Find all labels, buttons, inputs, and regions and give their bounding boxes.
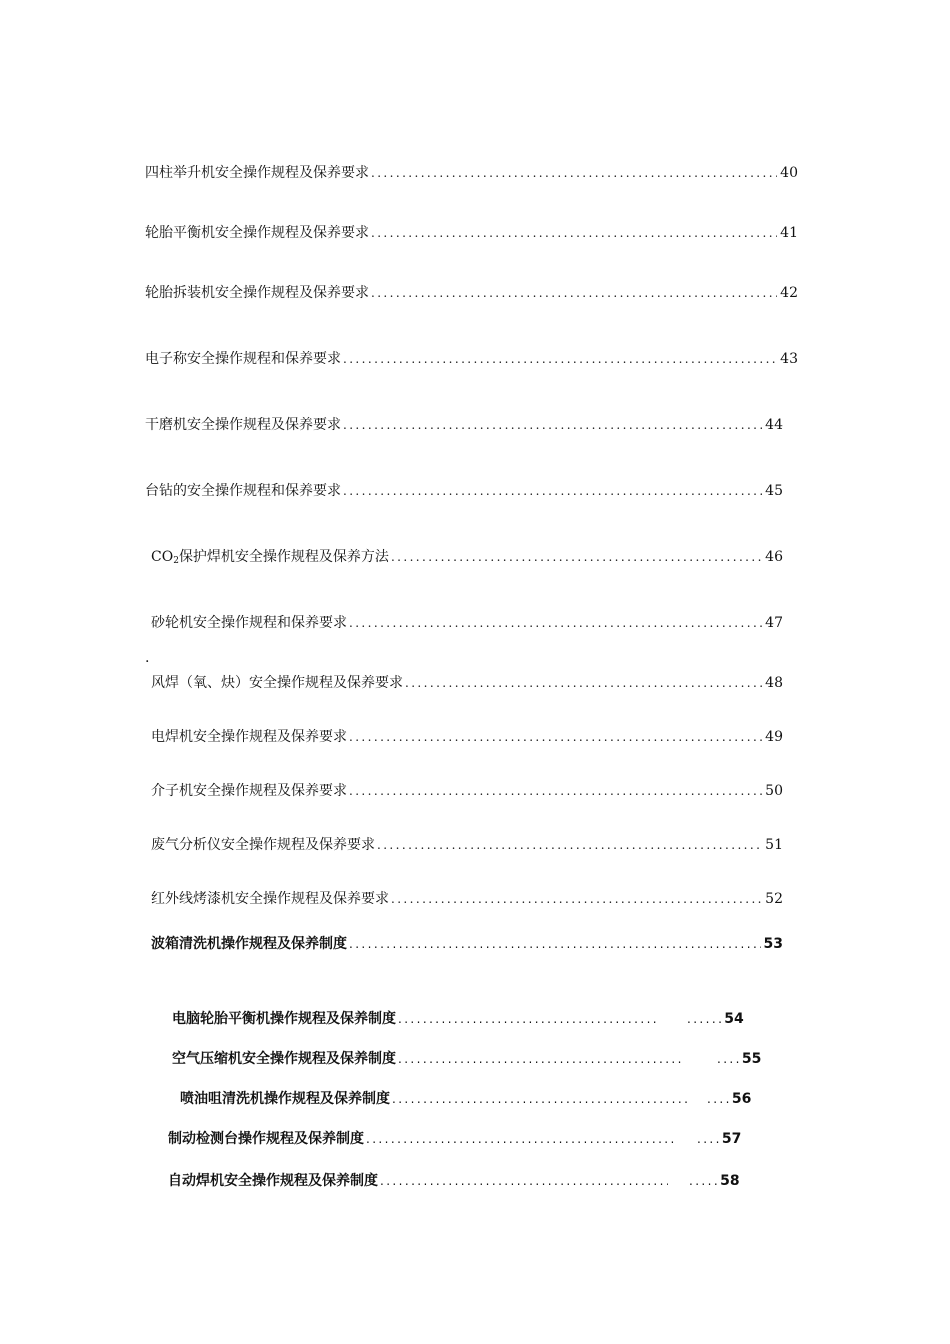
toc-entry[interactable]: [168, 1130, 775, 1148]
toc-entry-page: 55: [741, 1051, 762, 1067]
toc-entry-title: 空气压缩机安全操作规程及保养制度: [172, 1051, 396, 1067]
dot-leader: [349, 782, 762, 800]
toc-entry-page: 53: [763, 936, 783, 952]
dot-leader: ....: [717, 1052, 742, 1066]
toc-entry-page: 50: [765, 783, 783, 799]
toc-entry[interactable]: [151, 890, 783, 908]
dot-leader: ....: [697, 1132, 722, 1146]
toc-entry-title: 台钻的安全操作规程和保养要求: [145, 483, 341, 499]
toc-entry-page: 45: [765, 483, 783, 499]
toc-entry-title: 废气分析仪安全操作规程及保养要求: [151, 837, 375, 853]
dot-leader: [349, 728, 762, 746]
dot-leader: [398, 1050, 682, 1068]
toc-entry-title: 干磨机安全操作规程及保养要求: [145, 417, 341, 433]
toc-entry[interactable]: [151, 728, 783, 746]
toc-entry-title-rest: 保护焊机安全操作规程及保养方法: [178, 549, 389, 565]
toc-entry[interactable]: [145, 164, 798, 182]
toc-entry-page: 47: [765, 615, 783, 631]
toc-entry-page: 40: [780, 165, 798, 181]
toc-entry-page: 41: [780, 225, 798, 241]
dot-leader: [343, 350, 777, 368]
co-subscript: 2: [173, 556, 179, 566]
toc-entry[interactable]: [151, 674, 783, 692]
toc-entry[interactable]: [145, 416, 783, 434]
dot-leader: [398, 1010, 658, 1028]
dot-leader: ....: [707, 1092, 732, 1106]
toc-entry[interactable]: [172, 1010, 795, 1028]
dot-leader: .....: [689, 1174, 721, 1188]
toc-entry-page: 44: [765, 417, 783, 433]
toc-entry-page: 51: [765, 837, 783, 853]
toc-entry[interactable]: [151, 782, 783, 800]
toc-entry-title: 红外线烤漆机安全操作规程及保养要求: [151, 891, 389, 907]
stray-dot: .: [145, 650, 150, 666]
dot-leader: ......: [687, 1012, 725, 1026]
toc-entry-title: 轮胎平衡机安全操作规程及保养要求: [145, 225, 369, 241]
toc-entry[interactable]: [151, 614, 783, 632]
toc-entry-title: 电焊机安全操作规程及保养要求: [151, 729, 347, 745]
toc-entry-title: 砂轮机安全操作规程和保养要求: [151, 615, 347, 631]
toc-entry-page: 58: [720, 1173, 740, 1189]
dot-leader: [391, 890, 762, 908]
toc-entry-page: 43: [780, 351, 798, 367]
toc-entry[interactable]: [145, 224, 798, 242]
dot-leader: [343, 416, 762, 434]
toc-entry-page: 56: [731, 1091, 752, 1107]
toc-entry-title: 波箱清洗机操作规程及保养制度: [151, 936, 347, 952]
dot-leader: [380, 1172, 668, 1190]
toc-entry-title: [151, 548, 389, 570]
toc-entry-page: 46: [765, 549, 783, 565]
dot-leader: [377, 836, 762, 854]
dot-leader: [371, 164, 777, 182]
toc-entry-title: 四柱举升机安全操作规程及保养要求: [145, 165, 369, 181]
toc-entry-title: 电子称安全操作规程和保养要求: [145, 351, 341, 367]
dot-leader: [349, 614, 762, 632]
toc-entry[interactable]: [145, 350, 798, 368]
dot-leader: [366, 1130, 678, 1148]
toc-entry[interactable]: [172, 1050, 795, 1068]
dot-leader: [343, 482, 762, 500]
toc-entry-title: 电脑轮胎平衡机操作规程及保养制度: [172, 1011, 396, 1027]
toc-entry-title: 介子机安全操作规程及保养要求: [151, 783, 347, 799]
toc-entry[interactable]: [168, 1172, 775, 1190]
dot-leader: [391, 548, 762, 566]
toc-entry-page: 48: [765, 675, 783, 691]
toc-entry-title: 自动焊机安全操作规程及保养制度: [168, 1173, 378, 1189]
dot-leader: [405, 674, 762, 692]
toc-entry-title: 风焊（氧、炔）安全操作规程及保养要求: [151, 675, 403, 691]
toc-entry[interactable]: [145, 284, 798, 302]
toc-entry-page: 57: [721, 1131, 742, 1147]
toc-entry[interactable]: [151, 836, 783, 854]
toc-entry-page: 54: [724, 1011, 744, 1027]
toc-entry-title: 喷油咀清洗机操作规程及保养制度: [180, 1091, 390, 1107]
toc-entry[interactable]: [151, 548, 783, 570]
toc-entry[interactable]: [151, 935, 783, 953]
dot-leader: [371, 284, 777, 302]
toc-entry-title: 轮胎拆装机安全操作规程及保养要求: [145, 285, 369, 301]
toc-entry[interactable]: [145, 482, 783, 500]
dot-leader: [371, 224, 777, 242]
toc-entry-page: 49: [765, 729, 783, 745]
toc-entry-page: 52: [765, 891, 783, 907]
toc-entry[interactable]: [180, 1090, 788, 1108]
toc-entry-title: 制动检测台操作规程及保养制度: [168, 1131, 364, 1147]
toc-entry-page: 42: [780, 285, 798, 301]
dot-leader: [392, 1090, 688, 1108]
dot-leader: [349, 935, 761, 953]
co-text: CO: [151, 549, 174, 565]
